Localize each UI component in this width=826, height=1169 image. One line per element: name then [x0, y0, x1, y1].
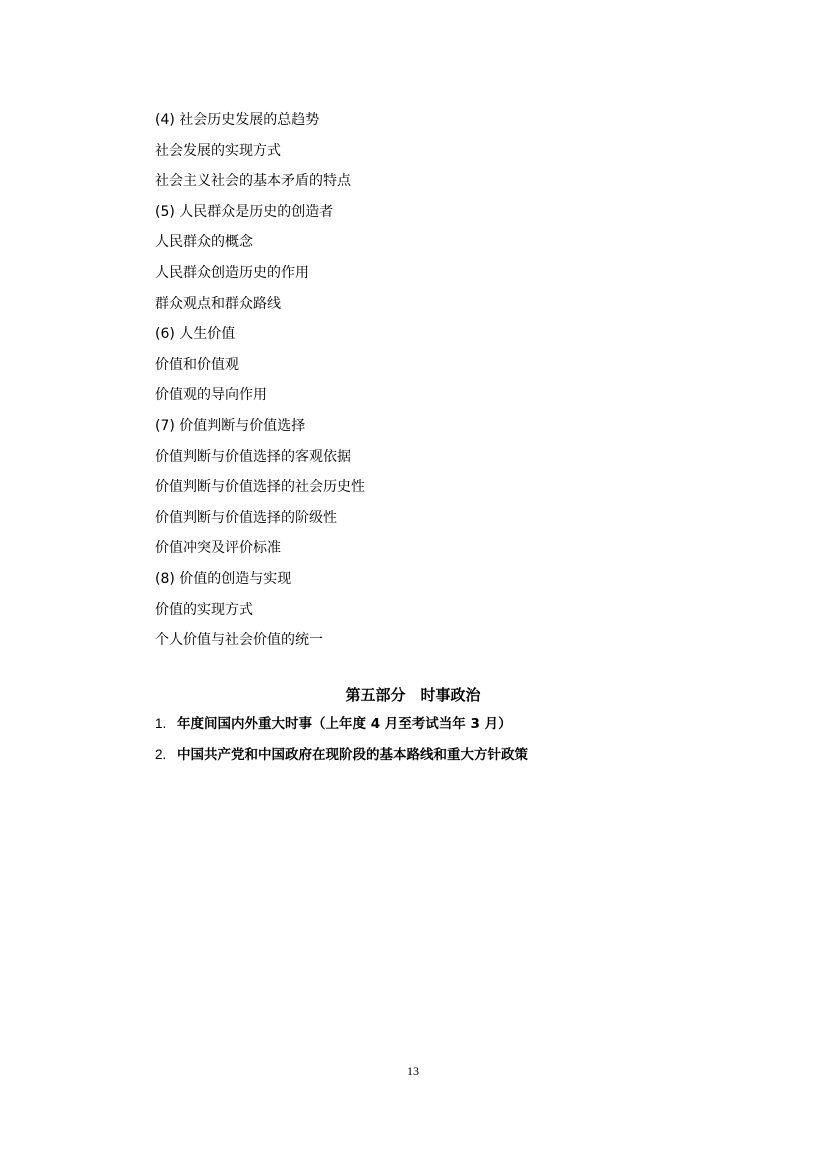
- outline-line: 社会主义社会的基本矛盾的特点: [155, 173, 351, 190]
- outline-line: 价值判断与价值选择的阶级性: [155, 509, 337, 526]
- outline-list: [155, 109, 365, 660]
- item-text: 年度间国内外重大时事（上年度 4 月至考试当年 3 月）: [177, 716, 512, 732]
- section-items: [155, 713, 528, 775]
- outline-line: 社会发展的实现方式: [155, 142, 281, 159]
- outline-line: 价值观的导向作用: [155, 387, 267, 404]
- outline-line: 群众观点和群众路线: [155, 295, 281, 312]
- page-number: 13: [407, 1064, 419, 1078]
- item-number: 1.: [155, 716, 167, 731]
- outline-line: 价值判断与价值选择的社会历史性: [155, 479, 365, 496]
- outline-line: 个人价值与社会价值的统一: [155, 632, 323, 649]
- outline-line: 价值和价值观: [155, 356, 239, 373]
- outline-line: 价值判断与价值选择的客观依据: [155, 448, 351, 465]
- section-title: 第五部分 时事政治: [345, 686, 481, 704]
- outline-line: 人民群众的概念: [155, 234, 253, 251]
- outline-line: (8) 价值的创造与实现: [155, 570, 292, 587]
- item-text: 中国共产党和中国政府在现阶段的基本路线和重大方针政策: [177, 747, 528, 763]
- outline-line: (7) 价值判断与价值选择: [155, 417, 306, 434]
- outline-line: (5) 人民群众是历史的创造者: [155, 203, 334, 220]
- item-number: 2.: [155, 747, 167, 762]
- outline-line: (4) 社会历史发展的总趋势: [155, 112, 320, 128]
- list-item: [155, 744, 528, 775]
- list-item: [155, 713, 528, 744]
- outline-line: (6) 人生价值: [155, 326, 236, 343]
- outline-line: 价值的实现方式: [155, 601, 253, 618]
- outline-line: 人民群众创造历史的作用: [155, 264, 309, 281]
- outline-line: 价值冲突及评价标准: [155, 540, 281, 557]
